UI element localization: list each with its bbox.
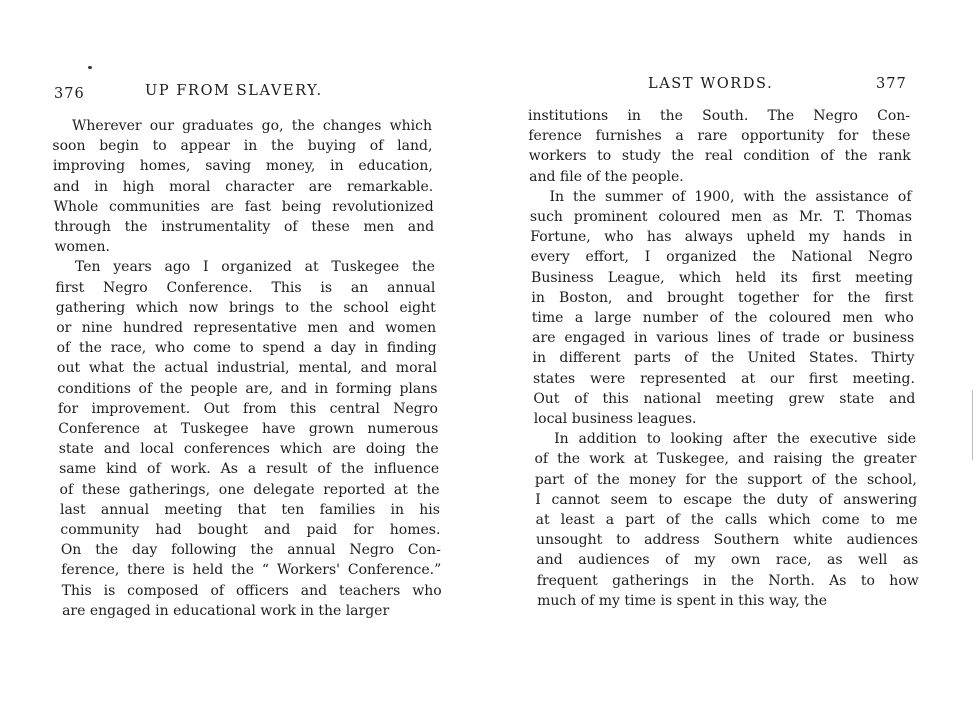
scan-edge-mark: [972, 390, 973, 460]
page-number: 376: [54, 86, 85, 102]
text-line: of the race, who come to spend a day in finding: [56, 340, 437, 357]
text-line: This is composed of officers and teachers who: [61, 582, 442, 599]
text-line: or nine hundred representative men and women: [56, 320, 437, 336]
text-line: improving homes, saving money, in education,: [52, 158, 433, 175]
text-line: of these gatherings, one delegate reported at the: [59, 481, 440, 498]
text-line: and file of the people.: [529, 168, 684, 185]
text-line: part of the money for the support of the school,: [534, 471, 917, 488]
text-line: same kind of work. As a result of the influence: [59, 461, 440, 478]
text-line: at least a part of the calls which come to me: [535, 512, 918, 528]
text-line: On the day following the annual Negro Con-: [60, 542, 441, 559]
text-line: Fortune, who has always upheld my hands in: [530, 229, 913, 246]
text-line: ference furnishes a rare opportunity for these: [528, 128, 911, 145]
text-line: for improvement. Out from this central Negro: [57, 400, 438, 417]
text-line: state and local conferences which are doing the: [58, 441, 439, 458]
text-line: out what the actual industrial, mental, and moral: [57, 360, 438, 377]
text-line: every effort, I organized the National Negro: [530, 249, 913, 266]
text-line: last annual meeting that ten families in his: [59, 501, 440, 518]
text-line: Conference at Tuskegee have grown numerous: [58, 421, 439, 437]
text-line: community had bought and paid for homes.: [60, 522, 441, 538]
text-line: Whole communities are fast being revolutionized: [53, 198, 434, 215]
text-line: frequent gatherings in the North. As to how: [536, 572, 919, 589]
ink-speck: [88, 66, 92, 69]
text-line: much of my time is spent in this way, the: [537, 592, 828, 609]
text-line: and in high moral character are remarkable.: [53, 178, 434, 195]
text-line: are engaged in educational work in the larger: [62, 602, 390, 619]
running-head: LAST WORDS.: [648, 76, 774, 92]
text-line: time a large number of the coloured men who: [531, 310, 914, 326]
text-line: states were represented at our first meeting.: [532, 370, 915, 387]
text-line: Wherever our graduates go, the changes which: [72, 118, 432, 134]
text-line: gathering which now brings to the school eight: [55, 299, 436, 316]
text-line: in different parts of the United States. Thirty: [532, 350, 915, 367]
text-line: I cannot seem to escape the duty of answering: [535, 491, 918, 508]
text-line: in Boston, and brought together for the first: [531, 289, 914, 306]
text-line: In the summer of 1900, with the assistance of: [549, 188, 912, 205]
text-line: soon begin to appear in the buying of land,: [52, 138, 433, 155]
right-page: [480, 0, 980, 702]
text-line: are engaged in various lines of trade or business: [532, 330, 915, 347]
text-line: Business League, which held its first meeting: [531, 269, 914, 286]
text-line: conditions of the people are, and in forming plans: [57, 380, 438, 397]
text-line: first Negro Conference. This is an annual: [55, 279, 436, 296]
text-line: institutions in the South. The Negro Con-: [528, 108, 910, 124]
text-line: such prominent coloured men as Mr. T. Thomas: [529, 209, 912, 225]
text-line: In addition to looking after the executive side: [554, 431, 917, 448]
text-line: Ten years ago I organized at Tuskegee the: [74, 259, 435, 276]
text-line: and audiences of my own race, as well as: [536, 552, 919, 569]
left-page: [0, 0, 480, 702]
text-line: local business leagues.: [533, 411, 697, 427]
text-line: of the work at Tuskegee, and raising the greater: [534, 451, 917, 468]
text-line: Out of this national meeting grew state and: [533, 390, 916, 407]
page-number: 377: [876, 76, 907, 92]
text-line: unsought to address Southern white audiences: [535, 532, 918, 549]
text-line: through the instrumentality of these men and: [54, 219, 435, 235]
text-line: ference, there is held the “ Workers' Conference.”: [61, 562, 442, 579]
running-head: UP FROM SLAVERY.: [145, 83, 323, 99]
text-line: women.: [54, 239, 110, 256]
text-line: workers to study the real condition of the rank: [528, 148, 911, 165]
